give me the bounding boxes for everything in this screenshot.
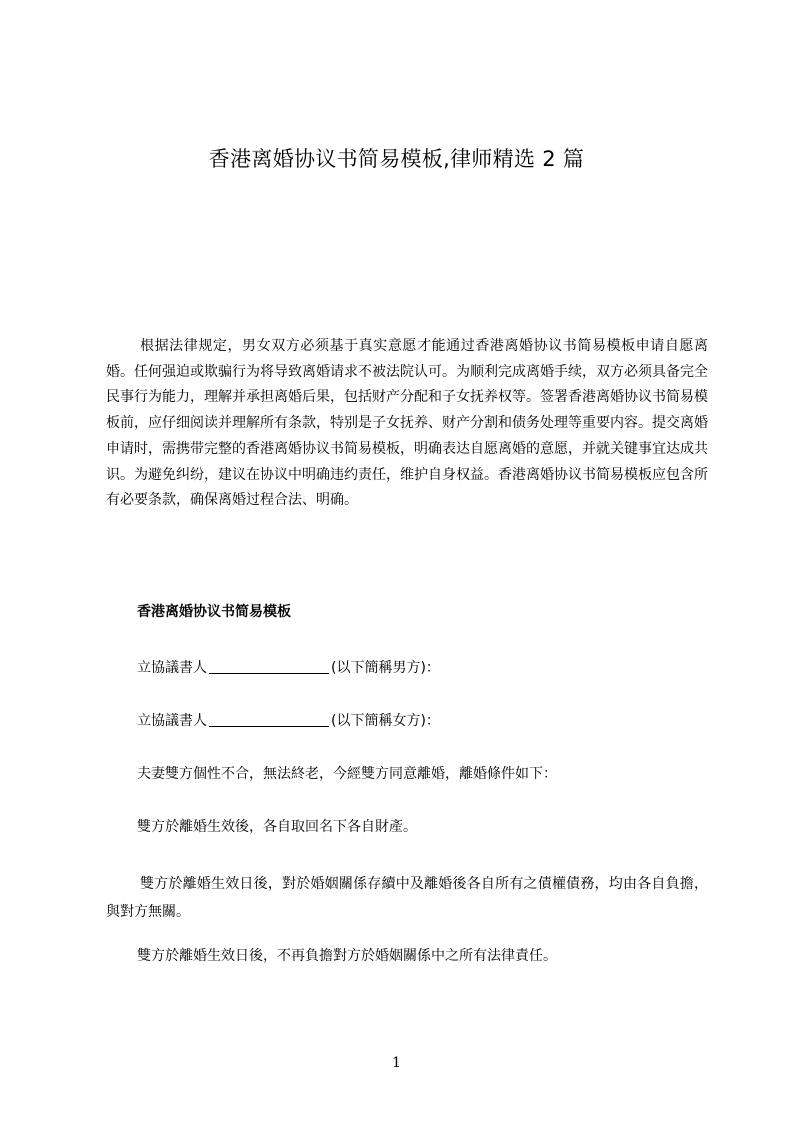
- clause-divorce-agreement: 夫妻雙方個性不合，無法終老，今經雙方同意離婚，離婚條件如下：: [137, 766, 557, 782]
- section-heading: 香港离婚协议书简易模板: [137, 604, 291, 620]
- clause-debts: 雙方於離婚生效日後，對於婚姻關係存續中及離婚後各自所有之債權債務，均由各自負擔，與對方無關。: [106, 876, 708, 920]
- party-female-blank: [209, 712, 329, 727]
- page-number: 1: [392, 1055, 401, 1071]
- party-female-line: [137, 711, 440, 731]
- party-female-suffix: (以下簡稱女方)：: [331, 713, 440, 729]
- party-male-prefix: 立協議書人: [137, 660, 207, 676]
- party-female-prefix: 立協議書人: [137, 713, 207, 729]
- party-male-blank: [209, 659, 329, 674]
- clause-property: 雙方於離婚生效後，各自取回名下各自財產。: [137, 819, 417, 835]
- party-male-suffix: (以下簡稱男方)：: [331, 660, 440, 676]
- document-title: 香港离婚协议书简易模板,律师精选 2 篇: [208, 147, 585, 171]
- party-male-line: [137, 658, 440, 678]
- clause-legal-responsibility: 雙方於離婚生效日後，不再負擔對方於婚姻關係中之所有法律責任。: [137, 948, 557, 964]
- intro-paragraph: 根据法律规定，男女双方必须基于真实意愿才能通过香港离婚协议书简易模板申请自愿离婚。任何强迫或欺骗行为将导致离婚请求不被法院认可。为顺利完成离婚手续，双方必须具备完全民事行为能力，理解并承担离婚后果，包括财产分配和子女抚养权等。签署香港离婚协议书简易模板前，应仔细阅读并理解所有条款，特别是子女抚养、财产分割和债务处理等重要内容。提交离婚申请时，需携带完整的香港离婚协议书简易模板，明确表达自愿离婚的意愿，并就关键事宜达成共识。为避免纠纷，建议在协议中明确违约责任，维护自身权益。香港离婚协议书简易模板应包含所有必要条款，确保离婚过程合法、明确。: [106, 338, 708, 509]
